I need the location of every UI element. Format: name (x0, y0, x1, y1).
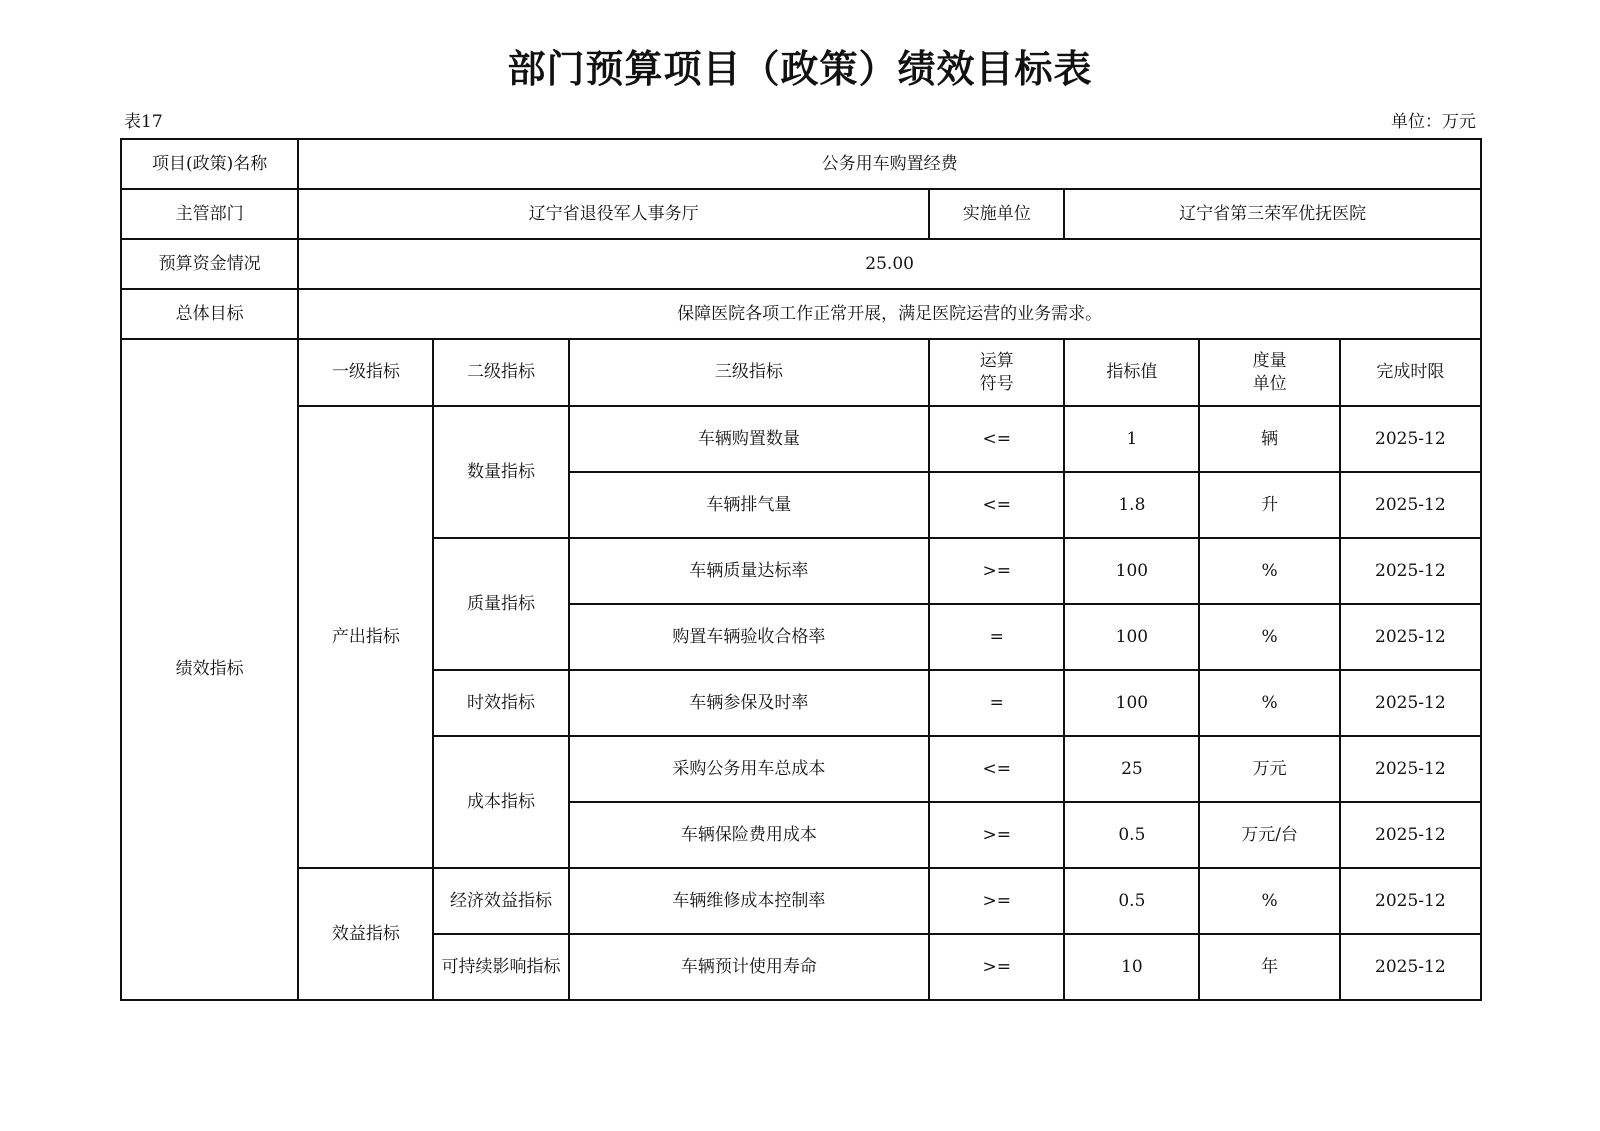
unit-label: 单位：万元 (1391, 112, 1476, 132)
header-operator-line1: 运算 (979, 350, 1014, 371)
indicator-unit: 辆 (1199, 406, 1339, 472)
indicator-operator: >= (929, 802, 1064, 868)
department-row (121, 189, 1481, 239)
indicator-name: 车辆参保及时率 (569, 670, 930, 736)
performance-table (120, 138, 1482, 1001)
indicator-value: 0.5 (1064, 802, 1199, 868)
level2-timeliness: 时效指标 (433, 670, 568, 736)
indicator-deadline: 2025-12 (1340, 868, 1481, 934)
indicator-value: 100 (1064, 604, 1199, 670)
indicator-deadline: 2025-12 (1340, 802, 1481, 868)
indicator-unit: % (1199, 868, 1339, 934)
level2-economic: 经济效益指标 (433, 868, 568, 934)
indicator-unit: 年 (1199, 934, 1339, 1000)
indicator-value: 100 (1064, 538, 1199, 604)
indicator-name: 采购公务用车总成本 (569, 736, 930, 802)
header-level2: 二级指标 (433, 339, 568, 406)
dept-label: 主管部门 (121, 189, 298, 239)
indicator-unit: 万元 (1199, 736, 1339, 802)
impl-label: 实施单位 (929, 189, 1064, 239)
budget-value: 25.00 (298, 239, 1481, 289)
indicator-name: 车辆质量达标率 (569, 538, 930, 604)
header-unit (1199, 339, 1339, 406)
indicator-unit: % (1199, 604, 1339, 670)
impl-value: 辽宁省第三荣军优抚医院 (1064, 189, 1481, 239)
header-row (121, 339, 1481, 406)
table-row (121, 868, 1481, 934)
indicator-value: 1 (1064, 406, 1199, 472)
indicator-deadline: 2025-12 (1340, 472, 1481, 538)
indicator-name: 车辆保险费用成本 (569, 802, 930, 868)
indicator-deadline: 2025-12 (1340, 406, 1481, 472)
indicator-name: 车辆购置数量 (569, 406, 930, 472)
project-name-value: 公务用车购置经费 (298, 139, 1481, 189)
goal-value: 保障医院各项工作正常开展，满足医院运营的业务需求。 (298, 289, 1481, 339)
indicator-unit: % (1199, 670, 1339, 736)
indicator-operator: >= (929, 934, 1064, 1000)
level2-quality: 质量指标 (433, 538, 568, 670)
indicator-name: 购置车辆验收合格率 (569, 604, 930, 670)
header-value: 指标值 (1064, 339, 1199, 406)
header-unit-line1: 度量 (1252, 350, 1287, 371)
budget-label: 预算资金情况 (121, 239, 298, 289)
header-deadline: 完成时限 (1340, 339, 1481, 406)
indicator-deadline: 2025-12 (1340, 604, 1481, 670)
indicator-operator: <= (929, 472, 1064, 538)
indicator-deadline: 2025-12 (1340, 670, 1481, 736)
indicator-deadline: 2025-12 (1340, 538, 1481, 604)
indicator-unit: % (1199, 538, 1339, 604)
perf-label: 绩效指标 (121, 339, 298, 1000)
level2-cost: 成本指标 (433, 736, 568, 868)
indicator-operator: >= (929, 868, 1064, 934)
indicator-value: 100 (1064, 670, 1199, 736)
indicator-value: 1.8 (1064, 472, 1199, 538)
indicator-deadline: 2025-12 (1340, 736, 1481, 802)
header-level1: 一级指标 (298, 339, 433, 406)
indicator-name: 车辆预计使用寿命 (569, 934, 930, 1000)
indicator-operator: >= (929, 538, 1064, 604)
project-name-label: 项目(政策)名称 (121, 139, 298, 189)
level1-benefit: 效益指标 (298, 868, 433, 1000)
indicator-deadline: 2025-12 (1340, 934, 1481, 1000)
table-number: 表17 (124, 112, 163, 132)
goal-label: 总体目标 (121, 289, 298, 339)
level2-quantity: 数量指标 (433, 406, 568, 538)
indicator-unit: 升 (1199, 472, 1339, 538)
indicator-operator: <= (929, 736, 1064, 802)
indicator-value: 25 (1064, 736, 1199, 802)
dept-value: 辽宁省退役军人事务厅 (298, 189, 929, 239)
level2-sustainable: 可持续影响指标 (433, 934, 568, 1000)
indicator-name: 车辆排气量 (569, 472, 930, 538)
indicator-operator: = (929, 604, 1064, 670)
level1-output: 产出指标 (298, 406, 433, 868)
page-title: 部门预算项目（政策）绩效目标表 (507, 47, 1093, 91)
table-row (121, 406, 1481, 472)
goal-row (121, 289, 1481, 339)
header-level3: 三级指标 (569, 339, 930, 406)
header-unit-line2: 单位 (1252, 373, 1287, 394)
header-operator-line2: 符号 (979, 373, 1014, 394)
indicator-operator: = (929, 670, 1064, 736)
indicator-name: 车辆维修成本控制率 (569, 868, 930, 934)
indicator-value: 10 (1064, 934, 1199, 1000)
indicator-unit: 万元/台 (1199, 802, 1339, 868)
budget-row (121, 239, 1481, 289)
header-operator (929, 339, 1064, 406)
indicator-operator: <= (929, 406, 1064, 472)
project-name-row (121, 139, 1481, 189)
indicator-value: 0.5 (1064, 868, 1199, 934)
